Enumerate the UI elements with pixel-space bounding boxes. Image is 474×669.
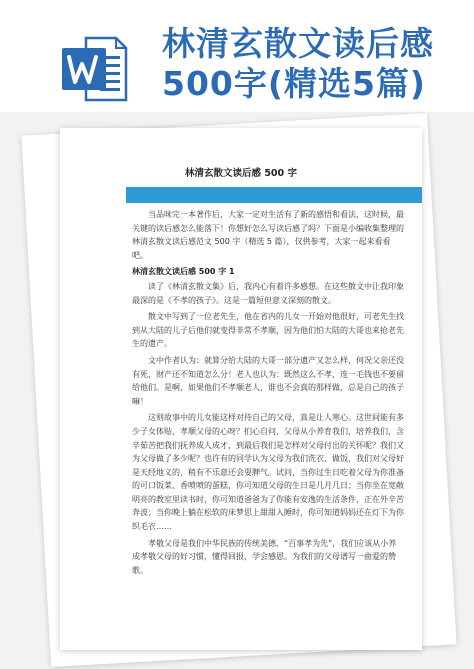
document-body: [132, 208, 404, 580]
word-document-icon: [60, 34, 130, 104]
banner: [0, 0, 474, 112]
section-heading: 林清玄散文读后感 500 字 1: [132, 267, 235, 277]
intro-paragraph: 当品味完一本著作后，大家一定对生活有了新的感悟和看法，这时候，最关键的读后感怎么能落下！你想好怎么写读后感了吗？下面是小编收集整理的林清玄散文读后感范文 500 字（精选 5 篇），仅供参考，大家一起来看看吧。: [132, 210, 404, 260]
body-paragraph: 读了《林清玄散文集》后，我内心有着许多感想。在这些散文中让我印象最深的是《不孝的孩子》。这是一篇短但意义深刻的散文。: [132, 281, 404, 305]
body-paragraph: 散文中写到了一位老先生，他在省内的儿女一开始对他很好，可老先生找到从大陆的儿子后他们就变得非常不孝顺，因为他们怕大陆的大哥也来抢老先生的遗产。: [132, 312, 404, 349]
body-paragraph: 孝敬父母是我们中华民族的传统美德，“百事孝为先”，我们应该从小养成孝敬父母的好习惯，懂得回报，学会感恩。为我们的父母谱写一曲爱的赞歌。: [132, 538, 397, 575]
document-title: 林清玄散文读后感 500 字: [185, 168, 297, 179]
banner-title: [162, 24, 434, 104]
accent-bar: [126, 187, 422, 203]
document-page[interactable]: [60, 128, 422, 650]
body-paragraph: 文中作者认为：就算分给大陆的大哥一部分遗产又怎么样，何况父亲还没有死，财产还不知道怎么分！老人也认为：既然这么不孝，连一毛钱也不要留给他们。是啊，如果他们不孝顺老人，谁也不会真的那样做，总是自己的孩子嘛！: [132, 355, 404, 406]
banner-title-line2: 500字(精选5篇): [162, 64, 427, 103]
body-paragraph: 这则故事中的儿女能这样对待自己的父母，真是让人寒心。这世间能有多少子女体贴，孝顺父母的心呀？扪心自问，父母从小养育我们，培养我们，含辛茹苦把我们抚养成人成才，到最后我们是怎样对父母付出的关怀呢？我们又为父母做了多少呢？也许有的同学认为父母为我们洗衣、做饭，我们对父母好是天经地义的，稍有不乐意还会耍脾气。试问，当你过生日吃着父母为你准备的可口饭菜、香喷喷的蛋糕，你可知道父母的生日是几月几日；当你坐在宽敞明亮的教室里读书时，你可知道爸爸为了你能有安逸的生活条件，正在外辛苦奔波；当你晚上躺在松软的床梦思上甜甜入睡时，你可知道妈妈还在灯下为你织毛衣……: [132, 413, 404, 532]
banner-title-line1: 林清玄散文读后感: [162, 24, 434, 63]
